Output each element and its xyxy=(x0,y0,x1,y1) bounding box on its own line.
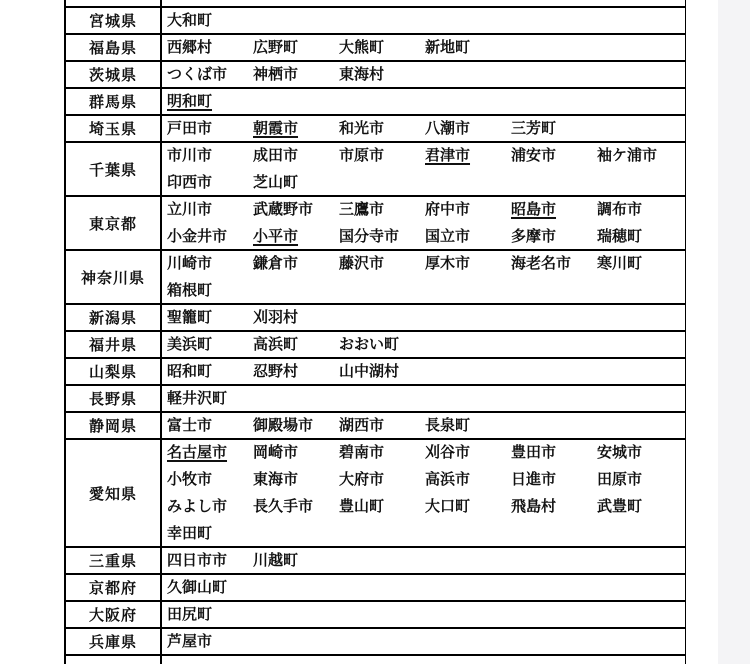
table-row-clipped-bottom xyxy=(66,656,685,664)
prefecture-cell: 神奈川県 xyxy=(66,251,162,303)
municipality-cell xyxy=(162,548,685,573)
municipality-item: おおい町 xyxy=(339,336,400,353)
municipality-item: 国立市 xyxy=(425,228,471,245)
municipality-item: 川越町 xyxy=(253,552,299,569)
municipality-item: 大府市 xyxy=(339,471,385,488)
municipality-item: 新地町 xyxy=(425,39,471,56)
municipality-item: 浦安市 xyxy=(511,147,557,164)
municipality-link[interactable]: 朝霞市 xyxy=(253,120,299,137)
municipality-cell xyxy=(162,116,685,141)
municipality-item: 和光市 xyxy=(339,120,385,137)
municipality-item: 神栖市 xyxy=(253,66,299,83)
prefecture-cell xyxy=(66,0,162,6)
municipality-item: 寒川町 xyxy=(597,255,643,272)
municipality-item: 刈羽村 xyxy=(253,309,299,326)
municipality-item: 小金井市 xyxy=(167,228,228,245)
municipality-cell xyxy=(162,602,685,627)
municipality-cell xyxy=(162,89,685,114)
municipality-item: 府中市 xyxy=(425,201,471,218)
municipality-item: 忍野村 xyxy=(253,363,299,380)
municipality-item: 大口町 xyxy=(425,498,471,515)
municipality-item: 刈谷市 xyxy=(425,444,471,461)
table-row xyxy=(66,116,685,143)
municipality-cell xyxy=(162,332,685,357)
municipality-item: 軽井沢町 xyxy=(167,390,228,407)
municipality-item: 三鷹市 xyxy=(339,201,385,218)
municipality-item: 碧南市 xyxy=(339,444,385,461)
municipality-item: 厚木市 xyxy=(425,255,471,272)
prefecture-cell: 千葉県 xyxy=(66,143,162,195)
municipality-item: みよし市 xyxy=(167,498,228,515)
table-row xyxy=(66,197,685,251)
municipality-cell xyxy=(162,413,685,438)
prefecture-cell: 埼玉県 xyxy=(66,116,162,141)
municipality-item: 美浜町 xyxy=(167,336,213,353)
municipality-item: 小牧市 xyxy=(167,471,213,488)
prefecture-cell: 三重県 xyxy=(66,548,162,573)
municipality-cell xyxy=(162,0,685,6)
municipality-item: 広野町 xyxy=(253,39,299,56)
municipality-item: 立川市 xyxy=(167,201,213,218)
table-row xyxy=(66,413,685,440)
municipality-item: 印西市 xyxy=(167,174,213,191)
municipality-link[interactable]: 君津市 xyxy=(425,147,471,164)
municipality-item: 東海市 xyxy=(253,471,299,488)
municipality-item: 田原市 xyxy=(597,471,643,488)
municipality-item: 長久手市 xyxy=(253,498,314,515)
municipality-item: 幸田町 xyxy=(167,525,213,542)
prefecture-cell: 福井県 xyxy=(66,332,162,357)
table-row xyxy=(66,602,685,629)
municipality-item: 富士市 xyxy=(167,417,213,434)
municipality-item: 昭和町 xyxy=(167,363,213,380)
prefecture-cell: 長野県 xyxy=(66,386,162,411)
table-row xyxy=(66,251,685,305)
municipality-cell xyxy=(162,8,685,33)
municipality-item: 戸田市 xyxy=(167,120,213,137)
municipality-cell xyxy=(162,251,685,303)
municipality-cell xyxy=(162,575,685,600)
municipality-item: 箱根町 xyxy=(167,282,213,299)
municipality-item: 東海村 xyxy=(339,66,385,83)
municipality-item: つくば市 xyxy=(167,66,228,83)
prefecture-cell: 宮城県 xyxy=(66,8,162,33)
municipality-table xyxy=(64,0,686,664)
municipality-item: 鎌倉市 xyxy=(253,255,299,272)
prefecture-cell: 茨城県 xyxy=(66,62,162,87)
table-row xyxy=(66,62,685,89)
prefecture-cell xyxy=(66,656,162,664)
municipality-item: 芦屋市 xyxy=(167,633,213,650)
municipality-item: 田尻町 xyxy=(167,606,213,623)
table-row xyxy=(66,35,685,62)
table-row xyxy=(66,332,685,359)
table-row xyxy=(66,89,685,116)
municipality-item: 豊山町 xyxy=(339,498,385,515)
municipality-item: 市原市 xyxy=(339,147,385,164)
municipality-link[interactable]: 明和町 xyxy=(167,93,213,110)
municipality-cell xyxy=(162,629,685,654)
municipality-cell xyxy=(162,386,685,411)
municipality-item: 四日市市 xyxy=(167,552,228,569)
table-row xyxy=(66,8,685,35)
prefecture-cell: 京都府 xyxy=(66,575,162,600)
municipality-item: 芝山町 xyxy=(253,174,299,191)
municipality-item: 多摩市 xyxy=(511,228,557,245)
municipality-item: 川崎市 xyxy=(167,255,213,272)
municipality-item: 大熊町 xyxy=(339,39,385,56)
table-row xyxy=(66,305,685,332)
table-row xyxy=(66,359,685,386)
municipality-item: 日進市 xyxy=(511,471,557,488)
prefecture-cell: 大阪府 xyxy=(66,602,162,627)
municipality-cell xyxy=(162,440,685,546)
table-row xyxy=(66,629,685,656)
municipality-item: 瑞穂町 xyxy=(597,228,643,245)
municipality-item: 聖籠町 xyxy=(167,309,213,326)
municipality-item: 西郷村 xyxy=(167,39,213,56)
municipality-cell xyxy=(162,305,685,330)
municipality-item: 袖ケ浦市 xyxy=(597,147,658,164)
municipality-cell xyxy=(162,62,685,87)
municipality-item: 飛島村 xyxy=(511,498,557,515)
municipality-item: 三芳町 xyxy=(511,120,557,137)
municipality-item: 久御山町 xyxy=(167,579,228,596)
page-right-margin xyxy=(718,0,750,664)
prefecture-cell: 静岡県 xyxy=(66,413,162,438)
prefecture-cell: 東京都 xyxy=(66,197,162,249)
table-row xyxy=(66,548,685,575)
municipality-item: 藤沢市 xyxy=(339,255,385,272)
municipality-item: 武豊町 xyxy=(597,498,643,515)
prefecture-cell: 兵庫県 xyxy=(66,629,162,654)
municipality-item: 高浜市 xyxy=(425,471,471,488)
municipality-item: 豊田市 xyxy=(511,444,557,461)
municipality-item: 国分寺市 xyxy=(339,228,400,245)
municipality-item: 山中湖村 xyxy=(339,363,400,380)
municipality-item: 調布市 xyxy=(597,201,643,218)
municipality-cell xyxy=(162,359,685,384)
municipality-cell xyxy=(162,197,685,249)
prefecture-cell: 新潟県 xyxy=(66,305,162,330)
prefecture-cell: 愛知県 xyxy=(66,440,162,546)
municipality-item: 武蔵野市 xyxy=(253,201,314,218)
municipality-cell xyxy=(162,656,685,664)
municipality-item: 湖西市 xyxy=(339,417,385,434)
table-body xyxy=(66,8,685,656)
municipality-link[interactable]: 昭島市 xyxy=(511,201,557,218)
municipality-cell xyxy=(162,35,685,60)
municipality-item: 海老名市 xyxy=(511,255,572,272)
table-row xyxy=(66,143,685,197)
municipality-link[interactable]: 名古屋市 xyxy=(167,444,228,461)
table-row xyxy=(66,440,685,548)
municipality-link[interactable]: 小平市 xyxy=(253,228,299,245)
prefecture-cell: 山梨県 xyxy=(66,359,162,384)
municipality-cell xyxy=(162,143,685,195)
table-row-clipped-top xyxy=(66,0,685,8)
municipality-item: 高浜町 xyxy=(253,336,299,353)
prefecture-cell: 群馬県 xyxy=(66,89,162,114)
municipality-item: 岡崎市 xyxy=(253,444,299,461)
municipality-item: 八潮市 xyxy=(425,120,471,137)
municipality-item: 安城市 xyxy=(597,444,643,461)
table-row xyxy=(66,386,685,413)
municipality-item: 市川市 xyxy=(167,147,213,164)
prefecture-cell: 福島県 xyxy=(66,35,162,60)
municipality-item: 成田市 xyxy=(253,147,299,164)
municipality-item: 大和町 xyxy=(167,12,213,29)
municipality-item: 御殿場市 xyxy=(253,417,314,434)
table-row xyxy=(66,575,685,602)
municipality-item: 長泉町 xyxy=(425,417,471,434)
